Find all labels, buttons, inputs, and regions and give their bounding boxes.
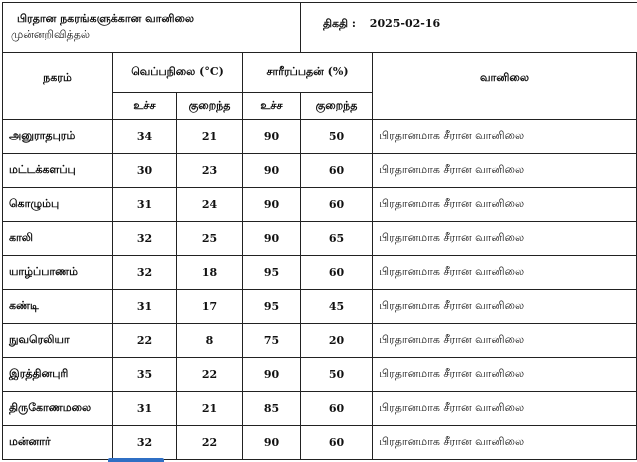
humidity-max: 90 — [243, 120, 301, 154]
city-name: கொழும்பு — [3, 188, 113, 222]
city-name: மன்னார் — [3, 426, 113, 460]
humidity-min: 60 — [301, 154, 373, 188]
weather-text: பிரதானமாக சீரான வானிலை — [373, 120, 637, 154]
humidity-max: 95 — [243, 256, 301, 290]
temp-max: 31 — [113, 392, 177, 426]
forecast-table — [2, 2, 637, 460]
temp-min: 18 — [177, 256, 243, 290]
weather-text: பிரதானமாக சீரான வானிலை — [373, 188, 637, 222]
temp-max-header: உச்ச — [113, 93, 177, 120]
humidity-min: 50 — [301, 120, 373, 154]
table-row — [3, 426, 637, 460]
city-name: கண்டி — [3, 290, 113, 324]
temp-min: 23 — [177, 154, 243, 188]
title-line-2: முன்னறிவித்தல் — [11, 28, 90, 41]
humidity-max: 90 — [243, 222, 301, 256]
table-row — [3, 392, 637, 426]
temp-min-header: குறைந்த — [177, 93, 243, 120]
table-row — [3, 324, 637, 358]
city-name: மட்டக்களப்பு — [3, 154, 113, 188]
table-row — [3, 290, 637, 324]
col-city-header: நகரம் — [3, 53, 113, 120]
humidity-min: 60 — [301, 188, 373, 222]
temp-max: 35 — [113, 358, 177, 392]
weather-text: பிரதானமாக சீரான வானிலை — [373, 222, 637, 256]
table-row — [3, 120, 637, 154]
temp-min: 24 — [177, 188, 243, 222]
humidity-min: 65 — [301, 222, 373, 256]
humidity-max-header: உச்ச — [243, 93, 301, 120]
scroll-tab-indicator[interactable] — [108, 458, 164, 462]
weather-text: பிரதானமாக சீரான வானிலை — [373, 324, 637, 358]
temp-max: 34 — [113, 120, 177, 154]
col-temperature-header: வெப்பநிலை (°C) — [113, 53, 243, 93]
date-cell — [301, 3, 637, 53]
forecast-title — [3, 3, 301, 53]
table-row — [3, 256, 637, 290]
date-label: திகதி : — [323, 17, 356, 30]
temp-max: 31 — [113, 290, 177, 324]
temp-max: 32 — [113, 256, 177, 290]
temp-min: 17 — [177, 290, 243, 324]
city-name: காலி — [3, 222, 113, 256]
temp-min: 22 — [177, 426, 243, 460]
temp-min: 21 — [177, 392, 243, 426]
header-row-1 — [3, 53, 637, 93]
weather-text: பிரதானமாக சீரான வானிலை — [373, 426, 637, 460]
city-name: இரத்தினபுரி — [3, 358, 113, 392]
city-name: நுவரெலியா — [3, 324, 113, 358]
city-name: அனுராதபுரம் — [3, 120, 113, 154]
table-row — [3, 358, 637, 392]
weather-text: பிரதானமாக சீரான வானிலை — [373, 290, 637, 324]
table-row — [3, 154, 637, 188]
table-row — [3, 222, 637, 256]
city-name: திருகோணமலை — [3, 392, 113, 426]
humidity-max: 90 — [243, 188, 301, 222]
col-weather-header: வானிலை — [373, 53, 637, 120]
humidity-min: 60 — [301, 256, 373, 290]
temp-max: 30 — [113, 154, 177, 188]
humidity-min: 45 — [301, 290, 373, 324]
temp-max: 32 — [113, 426, 177, 460]
col-humidity-header: சாரீரப்பதன் (%) — [243, 53, 373, 93]
weather-text: பிரதானமாக சீரான வானிலை — [373, 256, 637, 290]
table-row — [3, 188, 637, 222]
humidity-min: 60 — [301, 426, 373, 460]
temp-min: 22 — [177, 358, 243, 392]
humidity-max: 75 — [243, 324, 301, 358]
humidity-max: 85 — [243, 392, 301, 426]
humidity-min: 50 — [301, 358, 373, 392]
title-line-1: பிரதான நகரங்களுக்கான வானிலை — [17, 12, 195, 25]
date-value: 2025-02-16 — [369, 17, 441, 30]
temp-min: 21 — [177, 120, 243, 154]
title-row — [3, 3, 637, 53]
temp-max: 22 — [113, 324, 177, 358]
temp-max: 32 — [113, 222, 177, 256]
humidity-max: 90 — [243, 358, 301, 392]
humidity-max: 90 — [243, 154, 301, 188]
humidity-min-header: குறைந்த — [301, 93, 373, 120]
humidity-min: 60 — [301, 392, 373, 426]
weather-text: பிரதானமாக சீரான வானிலை — [373, 392, 637, 426]
city-name: யாழ்ப்பாணம் — [3, 256, 113, 290]
temp-max: 31 — [113, 188, 177, 222]
temp-min: 8 — [177, 324, 243, 358]
weather-text: பிரதானமாக சீரான வானிலை — [373, 154, 637, 188]
humidity-min: 20 — [301, 324, 373, 358]
humidity-max: 95 — [243, 290, 301, 324]
weather-text: பிரதானமாக சீரான வானிலை — [373, 358, 637, 392]
temp-min: 25 — [177, 222, 243, 256]
humidity-max: 90 — [243, 426, 301, 460]
